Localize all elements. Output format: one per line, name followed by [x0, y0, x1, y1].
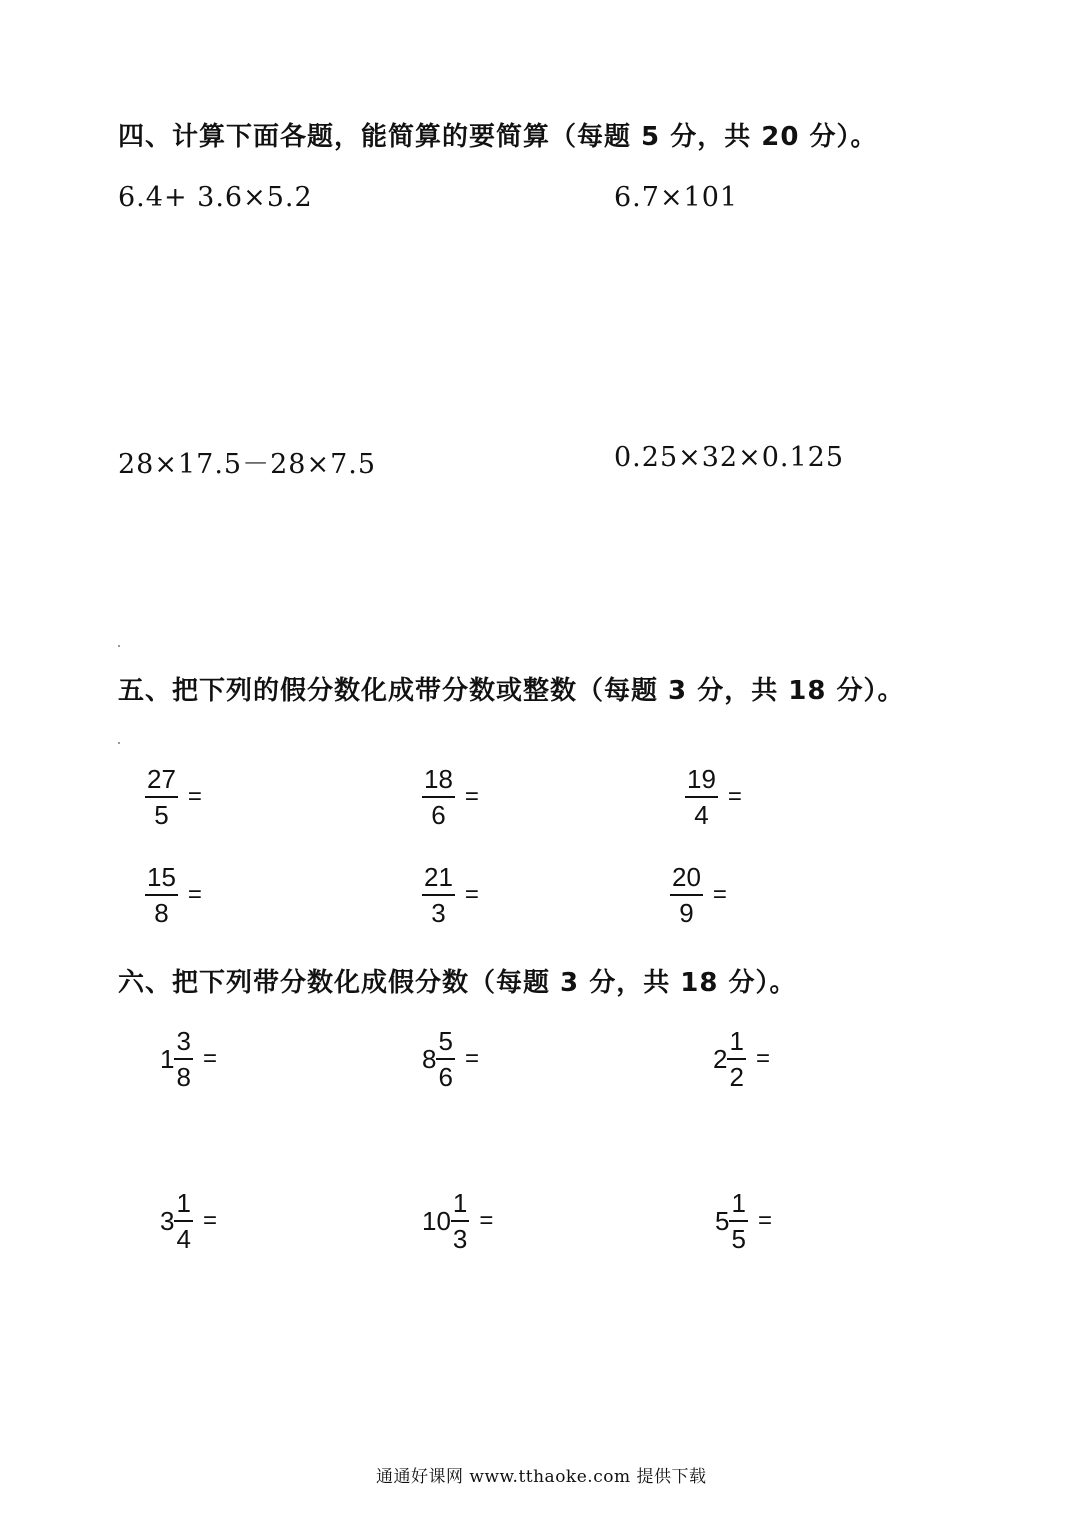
footer-source: 通通好课网 www.tthaoke.com 提供下载 [376, 1467, 707, 1487]
fraction [729, 1190, 747, 1252]
mixed-number-item [422, 1190, 493, 1252]
whole-part: 3 [160, 1205, 175, 1236]
mixed-number-item [715, 1190, 772, 1252]
fraction [174, 1190, 192, 1252]
improper-fraction-item [422, 864, 479, 926]
fraction [685, 766, 718, 828]
fraction [145, 766, 178, 828]
numerator: 20 [672, 862, 701, 892]
numerator: 27 [147, 764, 176, 794]
mixed-number-item [422, 1028, 479, 1090]
improper-fraction-item [670, 864, 727, 926]
numerator: 1 [452, 1188, 468, 1218]
fraction [436, 1028, 454, 1090]
denominator: 8 [176, 1062, 191, 1092]
problem-4-4: 0.25×32×0.125 [614, 442, 845, 473]
equals-sign: = [712, 881, 727, 908]
section-six-heading: 六、把下列带分数化成假分数（每题 3 分，共 18 分）。 [118, 968, 797, 998]
fraction [727, 1028, 745, 1090]
whole-part: 5 [715, 1205, 730, 1236]
numerator: 15 [147, 862, 176, 892]
denominator: 6 [438, 1062, 453, 1092]
scan-speck [118, 645, 120, 647]
equals-sign: = [464, 881, 479, 908]
whole-part: 8 [422, 1043, 437, 1074]
numerator: 19 [687, 764, 716, 794]
denominator: 9 [679, 898, 694, 928]
denominator: 5 [154, 800, 169, 830]
fraction [451, 1190, 469, 1252]
denominator: 4 [176, 1224, 191, 1254]
equals-sign: = [464, 1045, 479, 1072]
numerator: 1 [731, 1188, 746, 1218]
denominator: 8 [154, 898, 169, 928]
problem-4-3: 28×17.5－28×7.5 [118, 449, 377, 480]
problem-4-2: 6.7×101 [614, 182, 739, 213]
mixed-number-item [160, 1190, 217, 1252]
section-five-heading: 五、把下列的假分数化成带分数或整数（每题 3 分，共 18 分）。 [118, 676, 905, 706]
denominator: 2 [729, 1062, 744, 1092]
denominator: 5 [731, 1224, 746, 1254]
denominator: 3 [431, 898, 446, 928]
scan-speck [118, 742, 120, 744]
mixed-number-item [160, 1028, 217, 1090]
fraction [670, 864, 703, 926]
denominator: 4 [694, 800, 709, 830]
improper-fraction-item [685, 766, 742, 828]
improper-fraction-item [422, 766, 479, 828]
fraction [145, 864, 178, 926]
equals-sign: = [187, 783, 202, 810]
numerator: 5 [438, 1026, 453, 1056]
problem-4-1: 6.4+ 3.6×5.2 [118, 182, 313, 213]
denominator: 3 [452, 1224, 468, 1254]
fraction [174, 1028, 192, 1090]
equals-sign: = [464, 783, 479, 810]
equals-sign: = [202, 1207, 217, 1234]
fraction [422, 766, 455, 828]
section-four-heading: 四、计算下面各题，能简算的要简算（每题 5 分，共 20 分）。 [118, 122, 878, 152]
equals-sign: = [187, 881, 202, 908]
denominator: 6 [431, 800, 446, 830]
equals-sign: = [755, 1045, 770, 1072]
improper-fraction-item [145, 864, 202, 926]
numerator: 3 [176, 1026, 191, 1056]
equals-sign: = [757, 1207, 772, 1234]
whole-part: 10 [422, 1205, 451, 1236]
equals-sign: = [202, 1045, 217, 1072]
whole-part: 1 [160, 1043, 175, 1074]
numerator: 21 [424, 862, 453, 892]
mixed-number-item [713, 1028, 770, 1090]
numerator: 18 [424, 764, 453, 794]
fraction [422, 864, 455, 926]
equals-sign: = [727, 783, 742, 810]
numerator: 1 [176, 1188, 191, 1218]
numerator: 1 [729, 1026, 744, 1056]
equals-sign: = [479, 1207, 494, 1234]
improper-fraction-item [145, 766, 202, 828]
whole-part: 2 [713, 1043, 728, 1074]
